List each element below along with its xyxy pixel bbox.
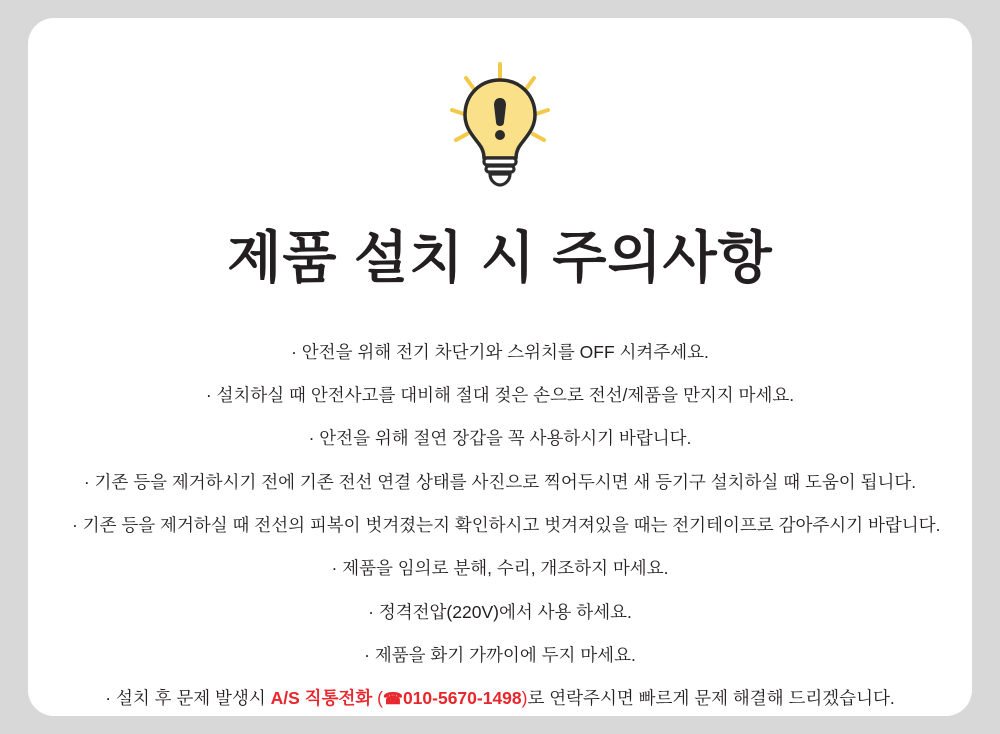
notice-text: 제품을 화기 가까이에 두지 마세요. <box>374 644 636 665</box>
notice-text: 설치하실 때 안전사고를 대비해 절대 젖은 손으로 전선/제품을 만지지 마세요. <box>216 384 795 405</box>
bullet: · <box>368 601 374 622</box>
notice-text: 제품을 임의로 분해, 수리, 개조하지 마세요. <box>342 558 669 579</box>
list-item <box>72 547 928 590</box>
bullet: · <box>205 384 212 405</box>
notice-card <box>28 18 972 716</box>
contact-list-item <box>72 677 928 720</box>
open-paren: ( <box>372 688 383 709</box>
bullet: · <box>308 428 315 449</box>
list-item <box>72 503 941 546</box>
contact-suffix-text: 로 연락주시면 빠르게 문제 해결해 드리겠습니다. <box>527 688 895 709</box>
list-item <box>72 373 928 416</box>
bullet: · <box>105 688 112 709</box>
list-item <box>72 460 928 503</box>
bullet: · <box>72 514 78 535</box>
list-item <box>72 330 928 373</box>
notice-text: 기존 등을 제거하시기 전에 기존 전선 연결 상태를 사진으로 찍어두시면 새 등기구 설치하실 때 도움이 됩니다. <box>94 471 917 492</box>
notice-text: 안전을 위해 전기 차단기와 스위치를 OFF 시켜주세요. <box>301 341 709 362</box>
lightbulb-icon <box>430 58 570 188</box>
phone-number[interactable]: 010-5670-1498 <box>402 688 522 709</box>
contact-prefix-text: 설치 후 문제 발생시 <box>115 688 271 709</box>
notice-text: 정격전압(220V)에서 사용 하세요. <box>378 601 632 622</box>
page-title: 제품 설치 시 주의사항 <box>227 226 773 289</box>
as-hotline-label: A/S 직통전화 <box>270 688 373 709</box>
list-item <box>72 633 928 676</box>
list-item <box>72 417 928 460</box>
bullet: · <box>83 471 90 492</box>
close-paren: ) <box>521 688 528 709</box>
bullet: · <box>331 558 338 579</box>
notice-text: 기존 등을 제거하실 때 전선의 피복이 벗겨졌는지 확인하시고 벗겨져있을 때는 전기테이프로 감아주시기 바랍니다. <box>82 514 941 535</box>
bullet: · <box>364 644 370 665</box>
telephone-icon: ☎ <box>383 691 403 709</box>
lightbulb-illustration <box>28 58 972 188</box>
bullet: · <box>291 341 297 362</box>
notice-text: 안전을 위해 절연 장갑을 꼭 사용하시기 바랍니다. <box>319 428 692 449</box>
list-item <box>72 590 928 633</box>
notice-list <box>28 330 972 720</box>
